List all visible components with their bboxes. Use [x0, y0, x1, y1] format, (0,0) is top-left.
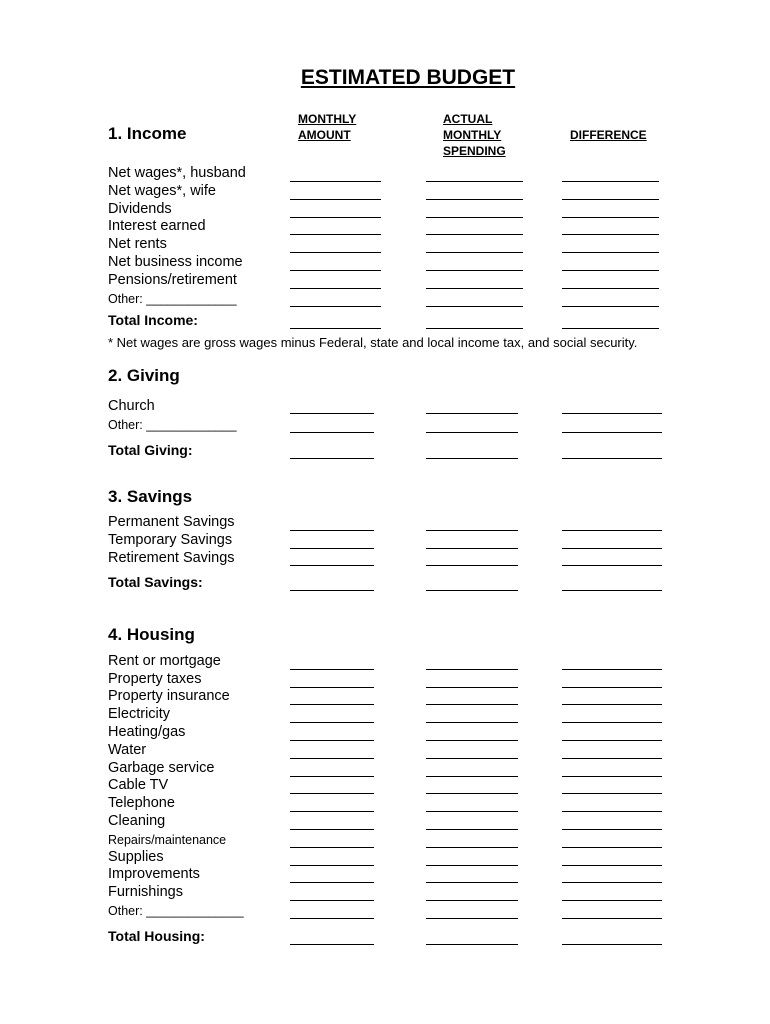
savings-blank-line[interactable] [562, 590, 662, 591]
col-header-actual-line2: MONTHLY [443, 128, 502, 142]
income-blank-line[interactable] [426, 181, 523, 182]
housing-blank-line[interactable] [290, 865, 374, 866]
col-header-difference: DIFFERENCE [570, 128, 647, 142]
housing-blank-line[interactable] [562, 687, 662, 688]
income-blank-line[interactable] [426, 288, 523, 289]
housing-blank-line[interactable] [562, 704, 662, 705]
housing-item-water: Water [108, 742, 147, 758]
housing-item-cleaning: Cleaning [108, 813, 166, 829]
housing-blank-line[interactable] [290, 811, 374, 812]
housing-item-electricity: Electricity [108, 706, 171, 722]
section-heading-housing: 4. Housing [108, 625, 195, 644]
col-header-actual-line1: ACTUAL [443, 112, 493, 126]
savings-blank-line[interactable] [290, 530, 374, 531]
income-item-net-rents: Net rents [108, 236, 167, 252]
savings-blank-line[interactable] [562, 548, 662, 549]
income-blank-line[interactable] [562, 252, 659, 253]
income-item-net-wages-wife: Net wages*, wife [108, 183, 216, 199]
housing-blank-line[interactable] [426, 944, 518, 945]
housing-blank-line[interactable] [426, 776, 518, 777]
housing-item-rent-mortgage: Rent or mortgage [108, 653, 221, 669]
col-header-actual-line3: SPENDING [443, 144, 506, 158]
housing-blank-line[interactable] [426, 900, 518, 901]
income-blank-line[interactable] [562, 181, 659, 182]
housing-item-heating-gas: Heating/gas [108, 724, 186, 740]
income-blank-line[interactable] [426, 199, 523, 200]
income-blank-line[interactable] [562, 288, 659, 289]
income-blank-line[interactable] [426, 217, 523, 218]
income-blank-line[interactable] [290, 306, 381, 307]
giving-blank-line[interactable] [426, 413, 518, 414]
col-header-monthly-line1: MONTHLY [298, 112, 357, 126]
savings-blank-line[interactable] [426, 530, 518, 531]
housing-item-repairs-maintenance: Repairs/maintenance [108, 833, 227, 847]
savings-blank-line[interactable] [426, 565, 518, 566]
income-blank-line[interactable] [562, 217, 659, 218]
savings-blank-line[interactable] [290, 565, 374, 566]
housing-blank-line[interactable] [426, 722, 518, 723]
income-blank-line[interactable] [290, 181, 381, 182]
housing-blank-line[interactable] [290, 829, 374, 830]
giving-item-church: Church [108, 398, 155, 414]
housing-blank-line[interactable] [290, 687, 374, 688]
savings-blank-line[interactable] [426, 590, 518, 591]
giving-blank-line[interactable] [426, 432, 518, 433]
housing-item-improvements: Improvements [108, 866, 200, 882]
housing-item-cable-tv: Cable TV [108, 777, 169, 793]
housing-blank-line[interactable] [290, 758, 374, 759]
housing-blank-line[interactable] [426, 829, 518, 830]
income-blank-line[interactable] [562, 328, 659, 329]
housing-blank-line[interactable] [290, 793, 374, 794]
income-total-label: Total Income: [108, 312, 198, 328]
housing-blank-line[interactable] [290, 944, 374, 945]
income-item-interest-earned: Interest earned [108, 218, 206, 234]
housing-blank-line[interactable] [290, 776, 374, 777]
housing-blank-line[interactable] [426, 865, 518, 866]
income-blank-line[interactable] [290, 328, 381, 329]
housing-blank-line[interactable] [290, 882, 374, 883]
housing-blank-line[interactable] [562, 847, 662, 848]
giving-total-label: Total Giving: [108, 442, 193, 458]
savings-item-temporary: Temporary Savings [108, 532, 233, 548]
income-blank-line[interactable] [290, 252, 381, 253]
income-blank-line[interactable] [426, 270, 523, 271]
income-blank-line[interactable] [426, 306, 523, 307]
housing-blank-line[interactable] [562, 811, 662, 812]
housing-blank-line[interactable] [426, 882, 518, 883]
income-blank-line[interactable] [562, 306, 659, 307]
giving-blank-line[interactable] [426, 458, 518, 459]
housing-item-supplies: Supplies [108, 849, 164, 865]
housing-blank-line[interactable] [426, 758, 518, 759]
income-blank-line[interactable] [426, 328, 523, 329]
income-blank-line[interactable] [562, 270, 659, 271]
housing-blank-line[interactable] [562, 776, 662, 777]
housing-blank-line[interactable] [290, 918, 374, 919]
savings-blank-line[interactable] [290, 590, 374, 591]
housing-blank-line[interactable] [426, 811, 518, 812]
housing-total-label: Total Housing: [108, 928, 205, 944]
housing-item-property-insurance: Property insurance [108, 688, 230, 704]
housing-blank-line[interactable] [562, 793, 662, 794]
housing-item-other: Other: ______________ [108, 904, 244, 918]
housing-blank-line[interactable] [562, 882, 662, 883]
housing-blank-line[interactable] [562, 944, 662, 945]
income-blank-line[interactable] [562, 199, 659, 200]
income-blank-line[interactable] [290, 234, 381, 235]
income-blank-line[interactable] [562, 234, 659, 235]
giving-item-other: Other: _____________ [108, 418, 237, 432]
housing-blank-line[interactable] [426, 669, 518, 670]
income-item-net-wages-husband: Net wages*, husband [108, 165, 246, 181]
savings-item-retirement: Retirement Savings [108, 550, 235, 566]
income-blank-line[interactable] [426, 234, 523, 235]
footnote: * Net wages are gross wages minus Federal, state and local income tax, and social security. [108, 335, 638, 350]
housing-blank-line[interactable] [426, 918, 518, 919]
income-blank-line[interactable] [290, 288, 381, 289]
housing-blank-line[interactable] [562, 829, 662, 830]
housing-blank-line[interactable] [426, 687, 518, 688]
income-blank-line[interactable] [290, 217, 381, 218]
income-item-other: Other: _____________ [108, 292, 237, 306]
income-item-net-business-income: Net business income [108, 254, 243, 270]
savings-item-permanent: Permanent Savings [108, 514, 235, 530]
savings-blank-line[interactable] [426, 548, 518, 549]
housing-blank-line[interactable] [562, 669, 662, 670]
housing-blank-line[interactable] [290, 847, 374, 848]
housing-blank-line[interactable] [426, 793, 518, 794]
income-item-dividends: Dividends [108, 201, 172, 217]
giving-blank-line[interactable] [562, 413, 662, 414]
housing-blank-line[interactable] [562, 918, 662, 919]
giving-blank-line[interactable] [290, 458, 374, 459]
savings-blank-line[interactable] [290, 548, 374, 549]
savings-blank-line[interactable] [562, 530, 662, 531]
housing-blank-line[interactable] [290, 704, 374, 705]
page-title: ESTIMATED BUDGET [300, 66, 516, 89]
income-blank-line[interactable] [290, 199, 381, 200]
housing-blank-line[interactable] [290, 722, 374, 723]
giving-blank-line[interactable] [562, 458, 662, 459]
housing-blank-line[interactable] [562, 900, 662, 901]
giving-blank-line[interactable] [562, 432, 662, 433]
income-blank-line[interactable] [426, 252, 523, 253]
housing-item-furnishings: Furnishings [108, 884, 183, 900]
section-heading-giving: 2. Giving [108, 366, 180, 385]
section-heading-income: 1. Income [108, 124, 187, 143]
housing-blank-line[interactable] [290, 740, 374, 741]
income-blank-line[interactable] [290, 270, 381, 271]
housing-blank-line[interactable] [562, 722, 662, 723]
savings-total-label: Total Savings: [108, 574, 203, 590]
housing-blank-line[interactable] [426, 740, 518, 741]
giving-blank-line[interactable] [290, 413, 374, 414]
housing-blank-line[interactable] [562, 758, 662, 759]
col-header-monthly-line2: AMOUNT [298, 128, 351, 142]
housing-item-garbage-service: Garbage service [108, 760, 215, 776]
housing-item-telephone: Telephone [108, 795, 175, 811]
housing-blank-line[interactable] [562, 740, 662, 741]
housing-blank-line[interactable] [562, 865, 662, 866]
section-heading-savings: 3. Savings [108, 487, 193, 506]
col-header-monthly [298, 111, 356, 143]
giving-blank-line[interactable] [290, 432, 374, 433]
col-header-actual [443, 111, 506, 159]
housing-blank-line[interactable] [426, 847, 518, 848]
income-item-pensions-retirement: Pensions/retirement [108, 272, 237, 288]
savings-blank-line[interactable] [562, 565, 662, 566]
housing-blank-line[interactable] [290, 669, 374, 670]
housing-blank-line[interactable] [426, 704, 518, 705]
housing-blank-line[interactable] [290, 900, 374, 901]
housing-item-property-taxes: Property taxes [108, 671, 202, 687]
